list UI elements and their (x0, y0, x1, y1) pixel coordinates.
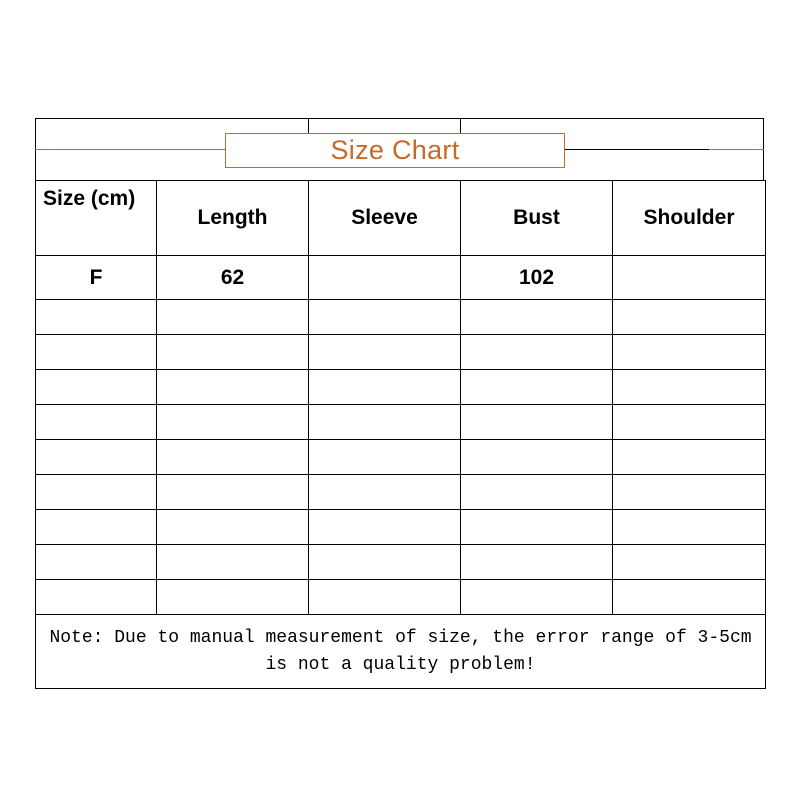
empty-cell (613, 545, 766, 580)
empty-table-row (36, 510, 766, 545)
empty-cell (613, 300, 766, 335)
empty-table-row (36, 405, 766, 440)
empty-table-row (36, 335, 766, 370)
cell-size: F (36, 256, 157, 300)
empty-cell (461, 510, 613, 545)
empty-cell (461, 335, 613, 370)
empty-cell (613, 440, 766, 475)
header-bust: Bust (461, 181, 613, 256)
title-band-divider (460, 118, 461, 133)
empty-cell (461, 300, 613, 335)
empty-cell (36, 300, 157, 335)
table-row (36, 256, 766, 300)
empty-cell (461, 475, 613, 510)
empty-cell (36, 405, 157, 440)
cell-shoulder (613, 256, 766, 300)
empty-cell (309, 475, 461, 510)
empty-table-row (36, 300, 766, 335)
empty-cell (309, 510, 461, 545)
empty-cell (157, 405, 309, 440)
empty-table-row (36, 580, 766, 615)
empty-cell (36, 370, 157, 405)
empty-cell (613, 335, 766, 370)
empty-cell (461, 370, 613, 405)
empty-table-row (36, 370, 766, 405)
empty-cell (157, 580, 309, 615)
empty-cell (309, 335, 461, 370)
header-sleeve: Sleeve (309, 181, 461, 256)
empty-cell (36, 335, 157, 370)
empty-cell (309, 300, 461, 335)
empty-cell (36, 580, 157, 615)
empty-table-row (36, 440, 766, 475)
empty-table-row (36, 545, 766, 580)
table-header-row (36, 181, 766, 256)
measurement-note: Note: Due to manual measurement of size, the error range of 3-5cm is not a quality problem! (36, 615, 766, 689)
empty-cell (613, 370, 766, 405)
empty-cell (613, 580, 766, 615)
empty-cell (157, 335, 309, 370)
cell-length: 62 (157, 256, 309, 300)
empty-cell (309, 405, 461, 440)
empty-cell (157, 440, 309, 475)
empty-cell (613, 475, 766, 510)
empty-cell (157, 510, 309, 545)
empty-cell (613, 405, 766, 440)
empty-cell (309, 545, 461, 580)
title-decoration-line-left (35, 149, 225, 150)
empty-cell (309, 580, 461, 615)
empty-cell (461, 405, 613, 440)
empty-cell (461, 580, 613, 615)
empty-cell (157, 300, 309, 335)
title-band (35, 118, 764, 180)
empty-cell (309, 440, 461, 475)
empty-cell (309, 370, 461, 405)
empty-cell (157, 370, 309, 405)
title-band-top-border (35, 118, 764, 119)
title-band-divider (308, 118, 309, 133)
empty-cell (36, 545, 157, 580)
empty-cell (157, 475, 309, 510)
title-decoration-line-right (709, 149, 764, 150)
empty-cell (461, 545, 613, 580)
page-title: Size Chart (330, 135, 460, 165)
empty-cell (157, 545, 309, 580)
empty-table-row (36, 475, 766, 510)
empty-cell (36, 510, 157, 545)
header-size: Size (cm) (36, 181, 157, 256)
empty-cell (36, 440, 157, 475)
size-table (35, 180, 766, 689)
note-row (36, 615, 766, 689)
empty-cell (36, 475, 157, 510)
cell-sleeve (309, 256, 461, 300)
header-shoulder: Shoulder (613, 181, 766, 256)
header-length: Length (157, 181, 309, 256)
cell-bust: 102 (461, 256, 613, 300)
empty-cell (461, 440, 613, 475)
title-box (225, 133, 565, 168)
title-decoration-line-right (564, 149, 709, 150)
empty-cell (613, 510, 766, 545)
